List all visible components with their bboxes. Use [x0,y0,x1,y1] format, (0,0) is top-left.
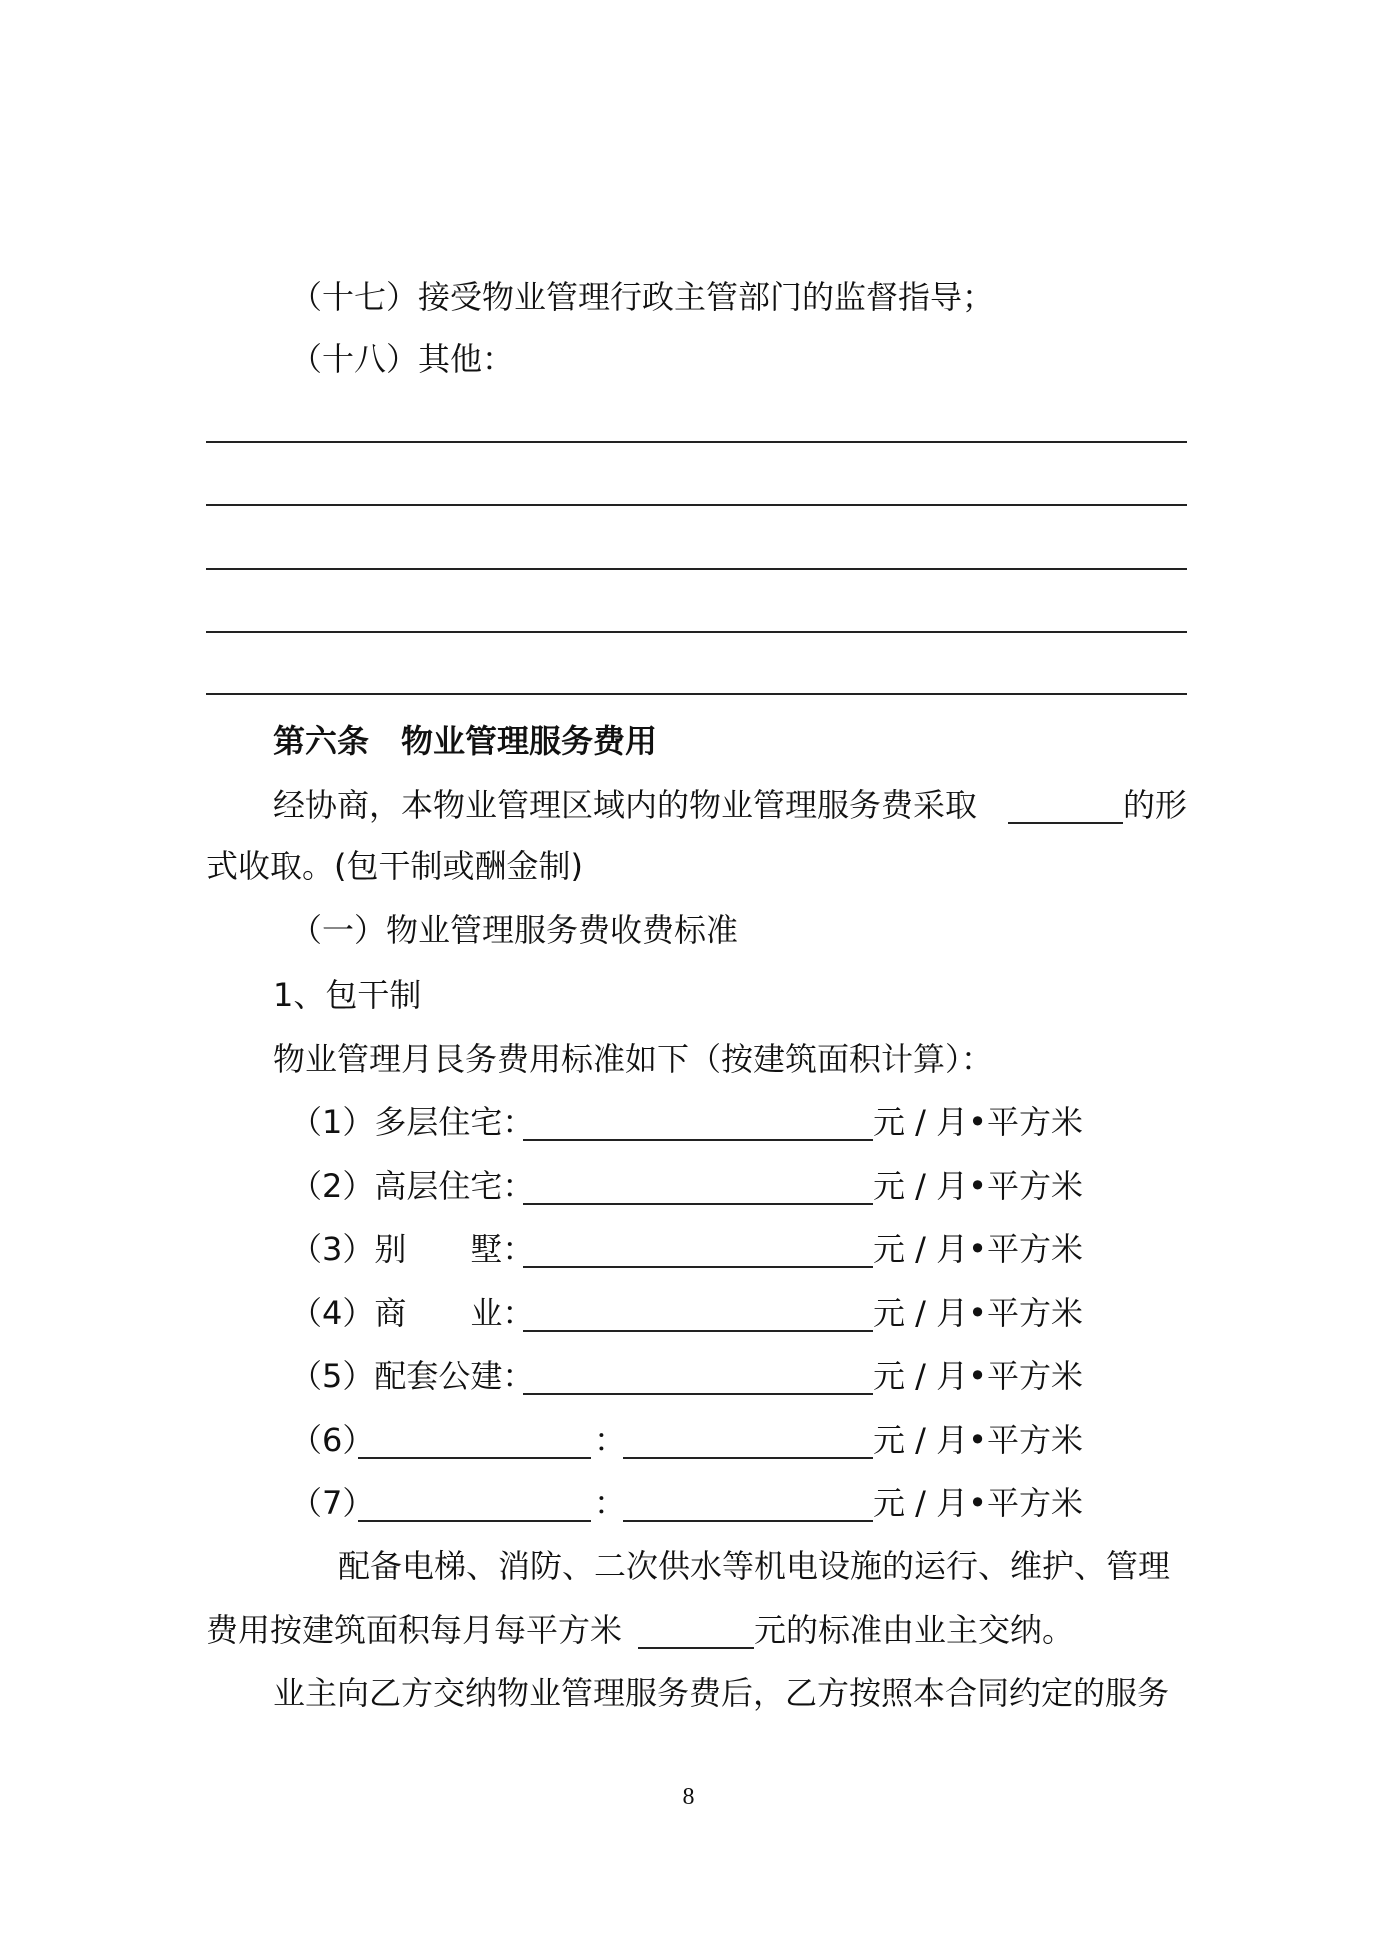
rate-blank[interactable] [523,1393,873,1395]
rate-unit: 元 / 月•平方米 [873,1103,1084,1141]
rate-unit: 元 / 月•平方米 [873,1484,1084,1522]
para2-text-c: 元的标准由业主交纳。 [754,1611,1075,1649]
rate-blank[interactable] [623,1520,873,1522]
rate-unit: 元 / 月•平方米 [873,1166,1084,1205]
rate-blank[interactable] [523,1330,873,1332]
item-18: （十八）其他： [290,340,515,378]
blank-line [206,504,1187,506]
rate-blank[interactable] [523,1203,873,1205]
rate-label: （5）配套公建： [290,1357,535,1395]
section-heading: （一）物业管理服务费收费标准 [290,911,739,949]
para1-continued: 式收取。(包干制或酬金制) [206,847,583,885]
rate-colon: ： [594,1420,627,1459]
rate-label: （6） [290,1420,375,1459]
rate-blank[interactable] [523,1139,873,1141]
para3-text: 业主向乙方交纳物业管理服务费后，乙方按照本合同约定的服务 [273,1674,1170,1712]
item-17: （十七）接受物业管理行政主管部门的监督指导； [290,278,995,316]
blank-line [206,568,1187,570]
rate-blank[interactable] [523,1266,873,1268]
para1-text-end: 的形 [1123,786,1188,824]
subsection-heading: 1、包干制 [273,976,422,1014]
blank-line [206,441,1187,443]
fee-form-blank[interactable] [1008,822,1123,824]
rate-label: （4）商 业： [290,1293,535,1332]
para2-text: 配备电梯、消防、二次供水等机电设施的运行、维护、管理 [338,1547,1171,1585]
rate-label: （1）多层住宅： [290,1103,535,1141]
rate-intro: 物业管理月艮务费用标准如下（按建筑面积计算）： [273,1040,994,1078]
blank-line [206,693,1187,695]
rate-unit: 元 / 月•平方米 [873,1230,1084,1268]
category-blank[interactable] [358,1520,591,1522]
article-heading: 第六条 物业管理服务费用 [273,722,658,760]
blank-line [206,631,1187,633]
rate-blank[interactable] [623,1457,873,1459]
para2-text-b: 费用按建筑面积每月每平方米 [206,1611,623,1649]
page-number: 8 [682,1784,695,1810]
rate-label: （3）别 墅： [290,1230,535,1268]
rate-unit: 元 / 月•平方米 [873,1293,1084,1332]
para1-text: 经协商，本物业管理区域内的物业管理服务费采取 [273,786,978,824]
elevator-fee-blank[interactable] [638,1647,754,1649]
rate-label: （2）高层住宅： [290,1166,535,1205]
rate-unit: 元 / 月•平方米 [873,1420,1084,1459]
rate-label: （7） [290,1484,375,1522]
rate-colon: ： [594,1484,627,1522]
rate-unit: 元 / 月•平方米 [873,1357,1084,1395]
category-blank[interactable] [358,1457,591,1459]
